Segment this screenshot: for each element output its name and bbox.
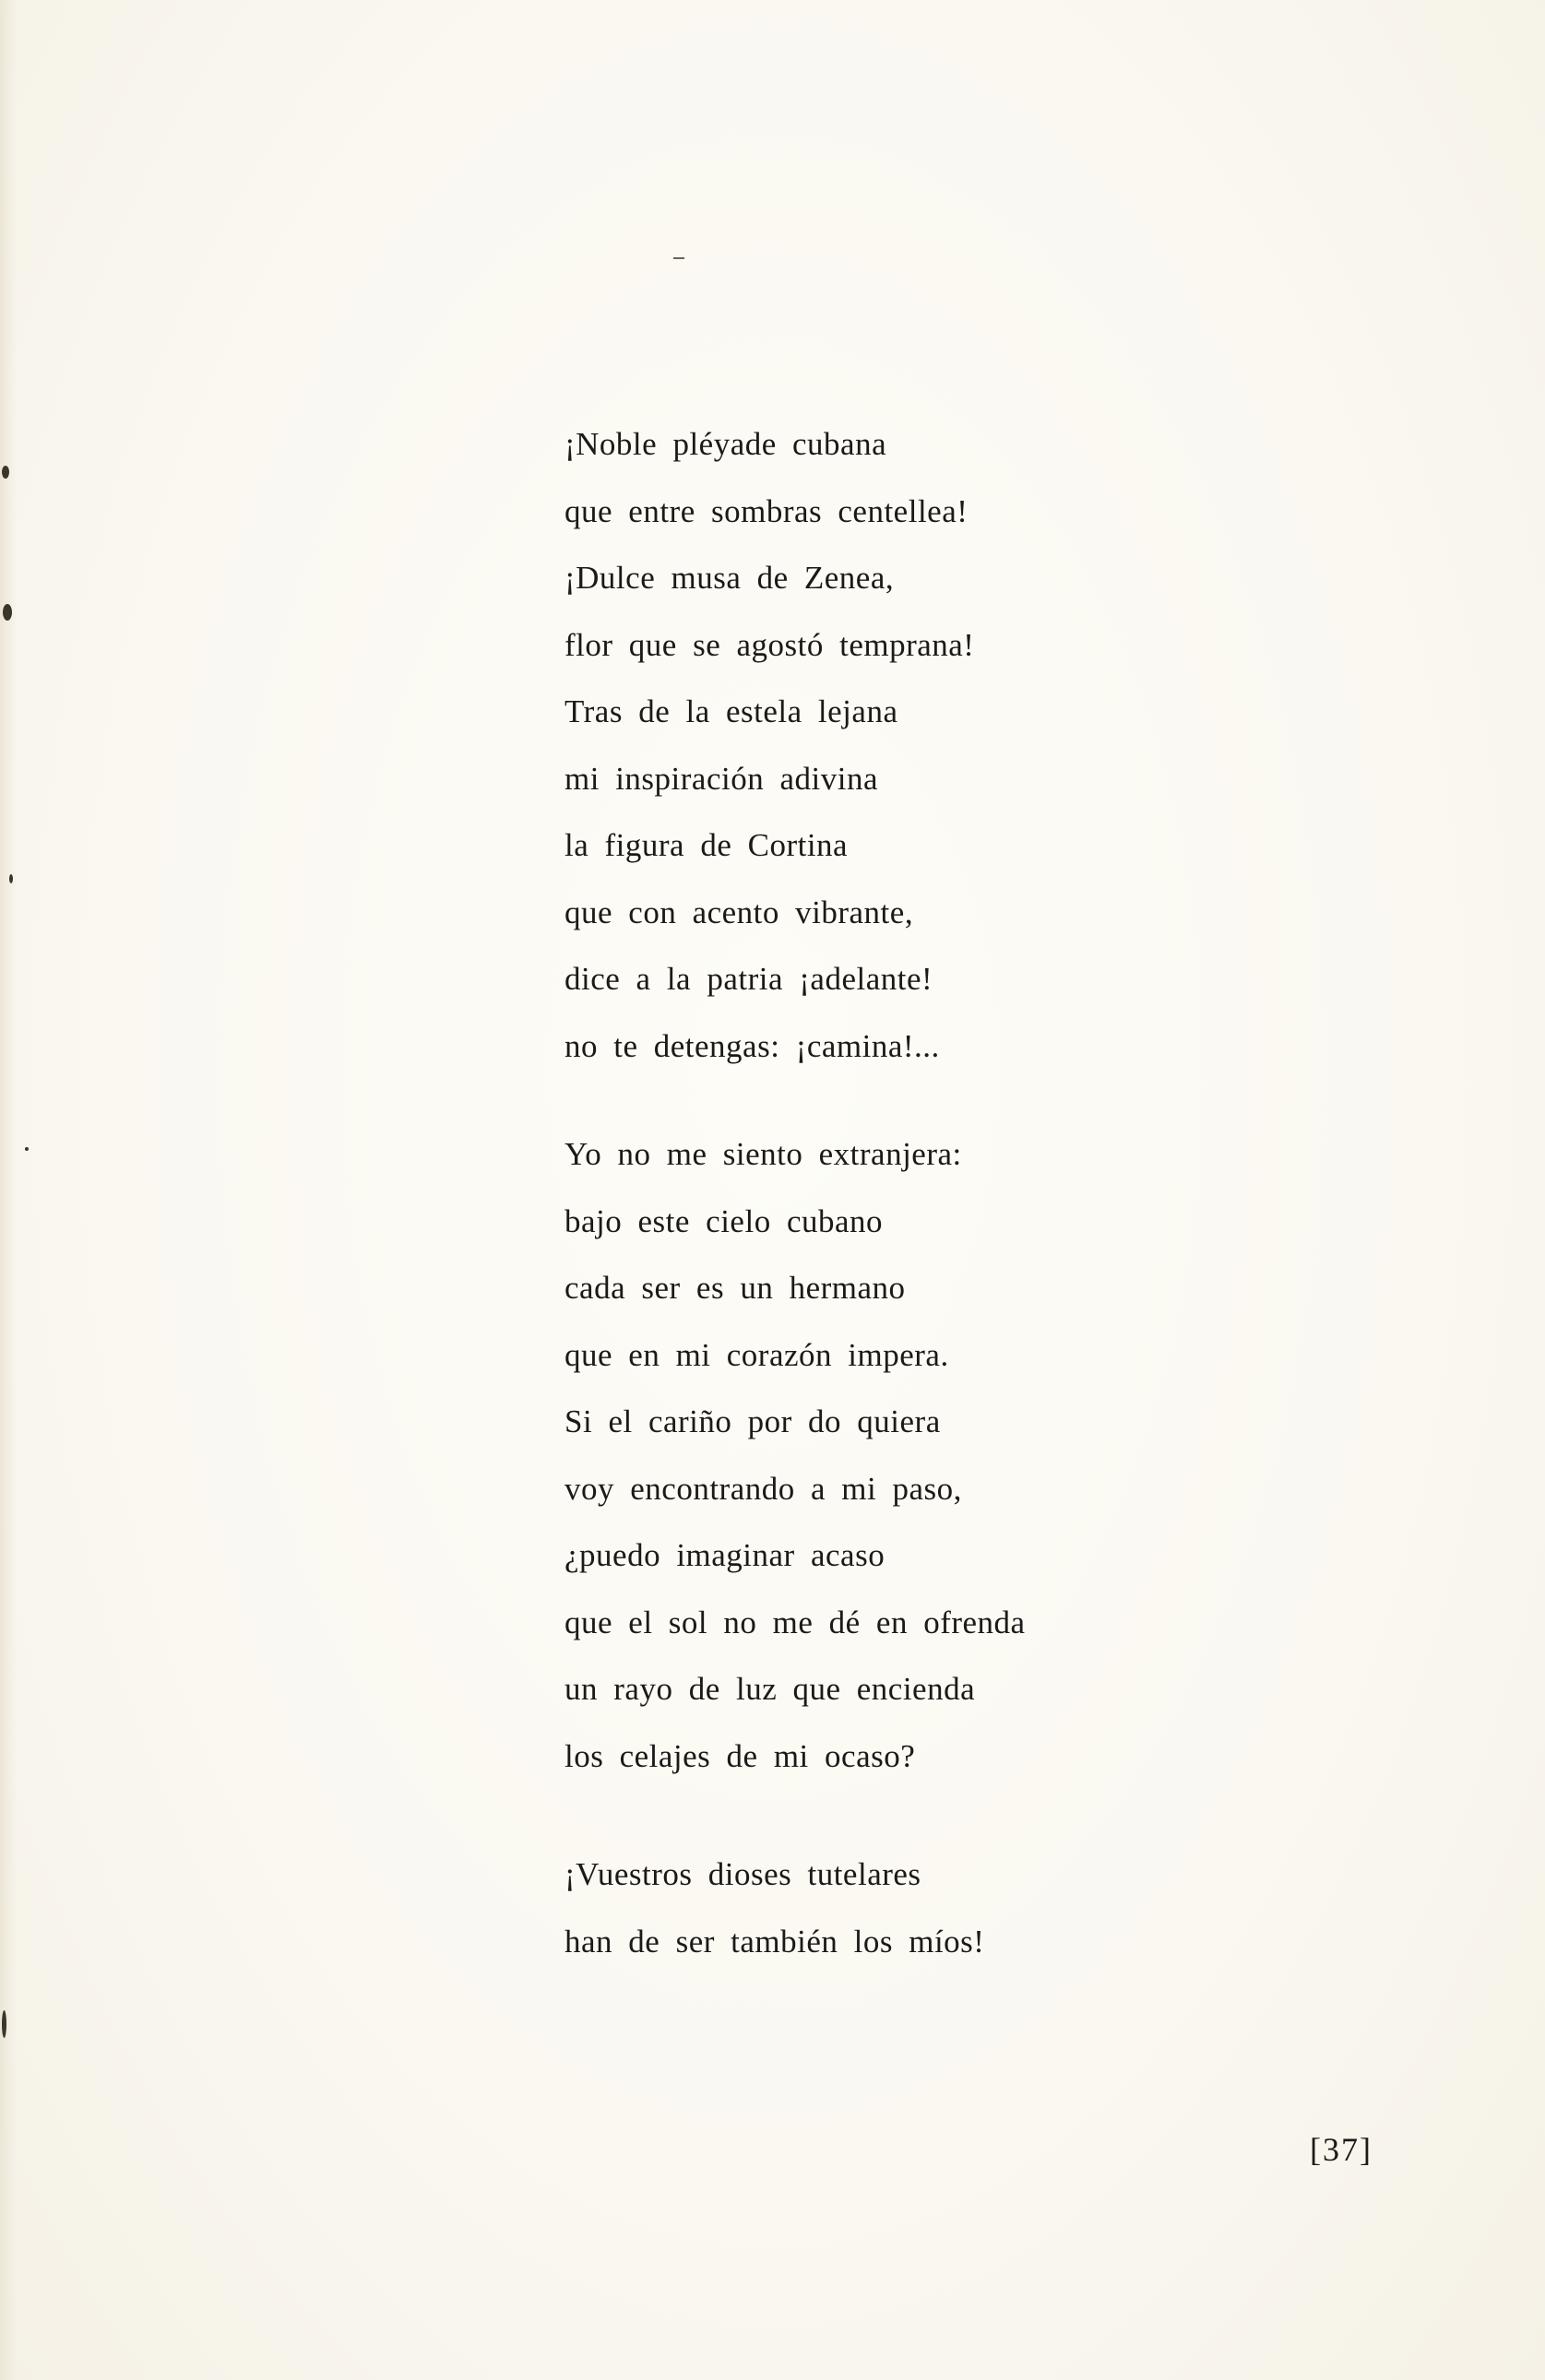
verse-line: un rayo de luz que encienda (565, 1671, 976, 1707)
stanza-break (565, 1085, 1229, 1127)
verse-line: flor que se agostó temprana! (565, 626, 975, 663)
verse-line: la figura de Cortina (565, 827, 849, 863)
verse-line: mi inspiración adivina (565, 760, 878, 797)
verse-line: que en mi corazón impera. (565, 1336, 949, 1373)
verse-line: ¡Dulce musa de Zenea, (565, 560, 895, 596)
paper-speck (2, 2010, 6, 2038)
verse-line: que el sol no me dé en ofrenda (565, 1604, 1026, 1640)
page-number: [37] (1310, 2131, 1373, 2168)
stanza-1 (565, 417, 1229, 1085)
verse-line: ¡Vuestros dioses tutelares (565, 1856, 921, 1892)
paper-speck (9, 874, 13, 883)
verse-line: los celajes de mi ocaso? (565, 1737, 916, 1774)
verse-line: bajo este cielo cubano (565, 1202, 884, 1239)
verse-line: voy encontrando a mi paso, (565, 1470, 962, 1507)
verse-line: Tras de la estela lejana (565, 693, 898, 729)
verse-line: no te detengas: ¡camina!... (565, 1027, 940, 1064)
paper-speck (25, 1147, 29, 1151)
verse-line: ¿puedo imaginar acaso (565, 1537, 885, 1573)
paper-speck (3, 604, 12, 621)
verse-line: Si el cariño por do quiera (565, 1403, 941, 1439)
stanza-3 (565, 1847, 1229, 1981)
poem (565, 417, 1229, 1981)
stanza-2 (565, 1127, 1229, 1795)
stanza-break (565, 1795, 1229, 1847)
verse-line: cada ser es un hermano (565, 1270, 906, 1306)
verse-line: que con acento vibrante, (565, 894, 914, 930)
verse-line: ¡Noble pléyade cubana (565, 426, 887, 462)
verse-line: han de ser también los míos! (565, 1923, 985, 1960)
printer-mark (673, 257, 684, 259)
verse-line: que entre sombras centellea! (565, 492, 969, 529)
verse-line: dice a la patria ¡adelante! (565, 961, 933, 997)
verse-line: Yo no me siento extranjera: (565, 1136, 962, 1172)
paper-speck (2, 466, 9, 479)
